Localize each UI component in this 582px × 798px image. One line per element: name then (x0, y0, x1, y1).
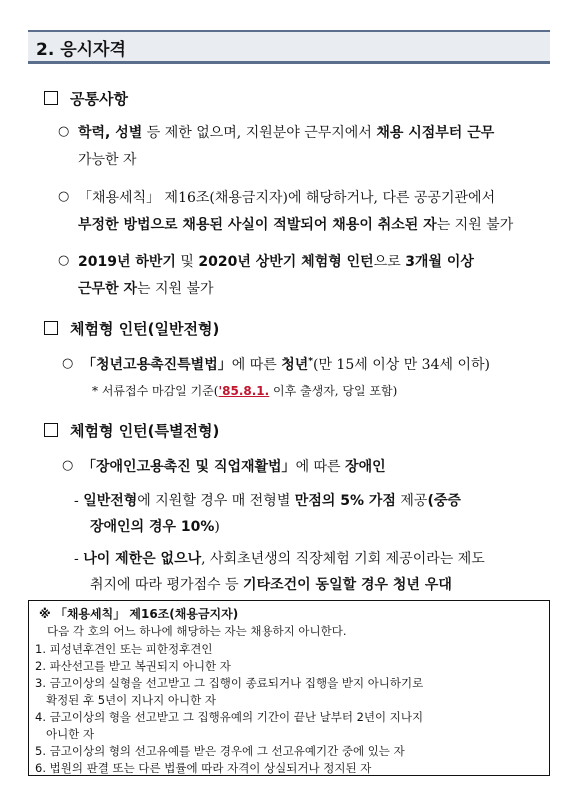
common-item-3-line2: 근무한 자는 지원 불가 (78, 281, 214, 297)
general-eligibility: 「청년고용촉진특별법」에 따른 청년*(만 15세 이상 만 34세 이하) (82, 356, 490, 373)
common-item-2-line2: 부정한 방법으로 채용된 사실이 적발되어 채용이 취소된 자는 지원 불가 (78, 217, 514, 233)
bullet-circle-icon: ○ (62, 458, 74, 473)
regulation-item: 4. 금고이상의 형을 선고받고 그 집행유예의 기간이 끝난 날부터 2년이 지나지 (35, 710, 424, 724)
special-detail-2: - 나이 제한은 없으나, 사회초년생의 직장체험 기회 제공이라는 제도 (74, 551, 485, 567)
regulation-item: 6. 법원의 판결 또는 다른 법률에 따라 자격이 상실되거나 정지된 자 (35, 761, 372, 775)
special-eligibility: 「장애인고용촉진 및 직업재활법」에 따른 장애인 (82, 459, 386, 475)
checkbox-square-icon (44, 91, 58, 105)
general-note: * 서류접수 마감일 기준('85.8.1. 이후 출생자, 당일 포함) (92, 384, 398, 398)
common-item-1-line2: 가능한 자 (78, 152, 137, 168)
regulation-intro: 다음 각 호의 어느 하나에 해당하는 자는 채용하지 아니한다. (47, 624, 347, 638)
section-title: 2. 응시자격 (36, 40, 126, 60)
bullet-circle-icon: ○ (58, 124, 70, 139)
checkbox-square-icon (44, 423, 58, 437)
checkbox-square-icon (44, 321, 58, 335)
regulation-item: 확정된 후 5년이 지나지 아니한 자 (35, 693, 216, 707)
regulation-box (28, 600, 550, 776)
special-detail-2-line2: 취지에 따라 평가점수 등 기타조건이 동일할 경우 청년 우대 (90, 577, 452, 593)
regulation-item: 2. 파산선고를 받고 복권되지 아니한 자 (35, 659, 231, 673)
common-heading: 공통사항 (44, 88, 128, 109)
common-item-3: 2019년 하반기 및 2020년 상반기 체험형 인턴으로 3개월 이상 (78, 254, 474, 270)
bullet-circle-icon: ○ (62, 356, 74, 371)
regulation-item: 아니한 자 (35, 727, 95, 741)
regulation-title: ※ 「채용세칙」 제16조(채용금지자) (39, 607, 239, 621)
bullet-circle-icon: ○ (58, 253, 70, 268)
bullet-circle-icon: ○ (58, 189, 70, 204)
regulation-item: 5. 금고이상의 형의 선고유예를 받은 경우에 그 선고유예기간 중에 있는 자 (35, 744, 405, 758)
general-heading: 체험형 인턴(일반전형) (44, 318, 219, 339)
common-item-2: 「채용세칙」 제16조(채용금지자)에 해당하거나, 다른 공공기관에서 (78, 190, 496, 206)
special-heading: 체험형 인턴(특별전형) (44, 420, 219, 441)
section-title-bar (28, 30, 550, 64)
regulation-item: 1. 피성년후견인 또는 피한정후견인 (35, 642, 213, 656)
special-detail-1-line2: 장애인의 경우 10%) (90, 519, 220, 535)
regulation-item: 3. 금고이상의 실형을 선고받고 그 집행이 종료되거나 집행을 받지 아니하기로 (35, 676, 424, 690)
special-detail-1: - 일반전형에 지원할 경우 매 전형별 만점의 5% 가점 제공(중증 (74, 493, 461, 509)
common-item-1: 학력, 성별 등 제한 없으며, 지원분야 근무지에서 채용 시점부터 근무 (78, 125, 495, 141)
